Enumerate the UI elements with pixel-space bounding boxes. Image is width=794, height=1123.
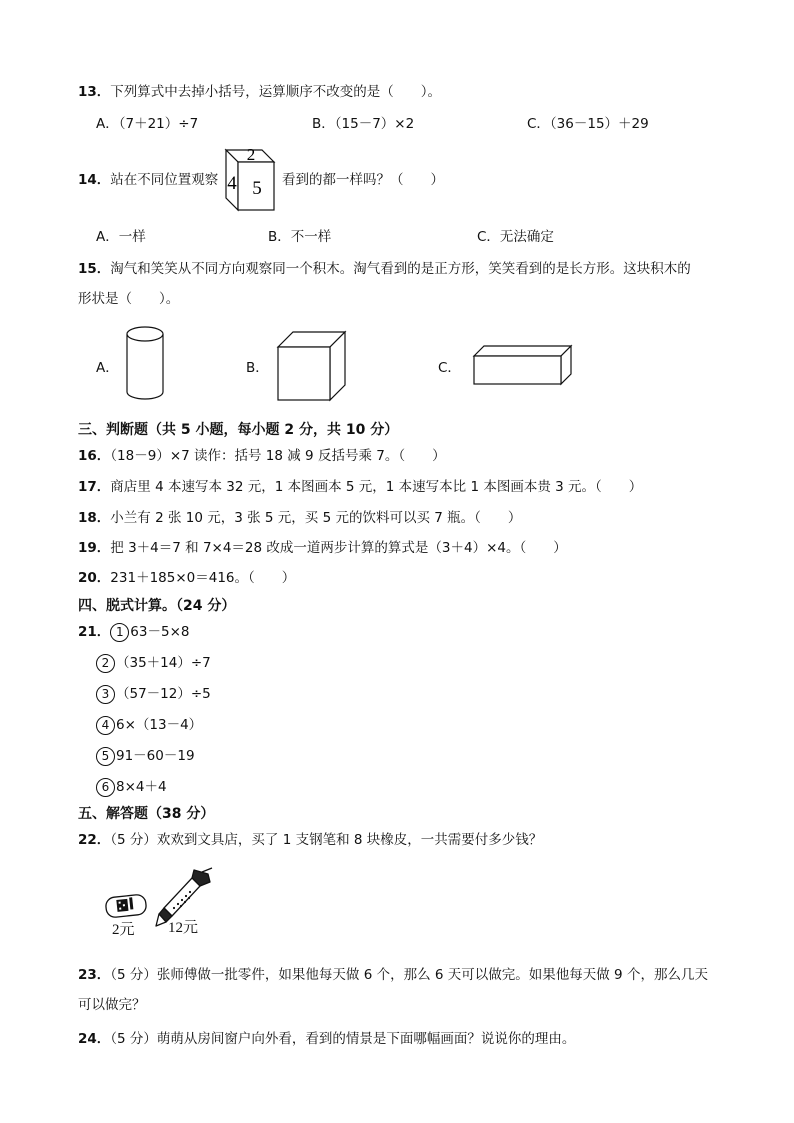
q15-option-a-label: A． — [96, 360, 119, 376]
cuboid-figure — [472, 344, 574, 386]
cube-figure — [222, 146, 282, 212]
calc-expression: 63－5×8 — [130, 624, 190, 640]
question-number: 16． — [78, 448, 111, 464]
cube-shape-figure — [276, 330, 348, 402]
question-number: 15． — [78, 261, 111, 277]
circled-number: 4 — [96, 716, 115, 735]
question-21 — [78, 622, 189, 642]
section-title-calculation: 四、脱式计算。（24 分） — [78, 598, 236, 614]
eraser-icon — [104, 890, 150, 920]
cube-left-face-label: 4 — [227, 173, 237, 194]
calc-item — [96, 715, 202, 735]
question-number: 21． — [78, 624, 111, 640]
question-13 — [78, 82, 441, 102]
calc-expression: 91－60－19 — [116, 748, 195, 764]
question-18 — [78, 508, 521, 528]
calc-item — [96, 684, 211, 704]
question-text-line2: 形状是（ ）。 — [78, 291, 180, 307]
question-text: （18－9）×7 读作：括号 18 减 9 反括号乘 7。（ ） — [110, 448, 446, 464]
q13-option-c: C．（36－15）＋29 — [527, 116, 649, 132]
question-22 — [78, 830, 542, 850]
question-number: 24． — [78, 1031, 111, 1047]
question-17 — [78, 477, 642, 497]
cube-front-face-label: 5 — [252, 178, 262, 199]
question-23 — [78, 965, 708, 985]
question-text-line1: （5 分）张师傅做一批零件，如果他每天做 6 个，那么 6 天可以做完。如果他每天做 9 个，那么几天 — [110, 967, 708, 983]
question-24 — [78, 1029, 575, 1049]
question-text: 小兰有 2 张 10 元，3 张 5 元，买 5 元的饮料可以买 7 瓶。（ ） — [110, 510, 522, 526]
pen-price: 12元 — [168, 920, 199, 936]
calc-item — [96, 777, 167, 797]
section-title-word-problems: 五、解答题（38 分） — [78, 806, 215, 822]
circled-number: 2 — [96, 654, 115, 673]
q13-option-b: B．（15－7）×2 — [312, 116, 415, 132]
question-19 — [78, 538, 567, 558]
cube-top-face-label: 2 — [246, 145, 256, 164]
calc-expression: （57－12）÷5 — [116, 686, 211, 702]
section-title-judgement: 三、判断题（共 5 小题，每小题 2 分，共 10 分） — [78, 422, 399, 438]
q15-option-c-label: C． — [438, 360, 461, 376]
question-number: 22． — [78, 832, 111, 848]
q14-option-c: C．无法确定 — [477, 229, 554, 245]
q13-option-a: A．（7＋21）÷7 — [96, 116, 199, 132]
eraser-price: 2元 — [112, 922, 135, 938]
calc-expression: 6×（13－4） — [116, 717, 203, 733]
calc-item — [96, 653, 211, 673]
question-number: 14． — [78, 172, 111, 188]
question-text: 商店里 4 本速写本 32 元，1 本图画本 5 元，1 本速写本比 1 本图画本贵 3 元。（ ） — [110, 479, 643, 495]
circled-number: 5 — [96, 747, 115, 766]
question-15 — [78, 259, 691, 279]
question-number: 23． — [78, 967, 111, 983]
circled-number: 3 — [96, 685, 115, 704]
cylinder-figure — [124, 324, 166, 402]
question-14 — [78, 170, 218, 190]
calc-expression: 8×4＋4 — [116, 779, 167, 795]
q14-option-a: A．一样 — [96, 229, 146, 245]
calc-expression: （35＋14）÷7 — [116, 655, 211, 671]
question-number: 13． — [78, 84, 111, 100]
calc-item — [96, 746, 195, 766]
q14-option-b: B．不一样 — [268, 229, 332, 245]
q15-option-b-label: B． — [246, 360, 269, 376]
question-20 — [78, 568, 295, 588]
question-number: 20． — [78, 570, 111, 586]
question-number: 19． — [78, 540, 111, 556]
circled-number: 6 — [96, 778, 115, 797]
question-text: （5 分）欢欢到文具店，买了 1 支钢笔和 8 块橡皮，一共需要付多少钱？ — [110, 832, 543, 848]
question-text-before: 站在不同位置观察 — [110, 172, 219, 188]
question-number: 18． — [78, 510, 111, 526]
circled-number: 1 — [110, 623, 129, 642]
question-text: 把 3＋4＝7 和 7×4＝28 改成一道两步计算的算式是（3＋4）×4。（ ） — [110, 540, 567, 556]
question-number: 17． — [78, 479, 111, 495]
question-16 — [78, 446, 446, 466]
question-text: （5 分）萌萌从房间窗户向外看，看到的情景是下面哪幅画面？说说你的理由。 — [110, 1031, 576, 1047]
question-text: 231＋185×0＝416。（ ） — [110, 570, 296, 586]
question-text-after: 看到的都一样吗？（ ） — [282, 172, 444, 188]
question-text-line2: 可以做完？ — [78, 997, 146, 1013]
question-text-line1: 淘气和笑笑从不同方向观察同一个积木。淘气看到的是正方形，笑笑看到的是长方形。这块积木的 — [110, 261, 691, 277]
question-text: 下列算式中去掉小括号，运算顺序不改变的是（ ）。 — [110, 84, 442, 100]
